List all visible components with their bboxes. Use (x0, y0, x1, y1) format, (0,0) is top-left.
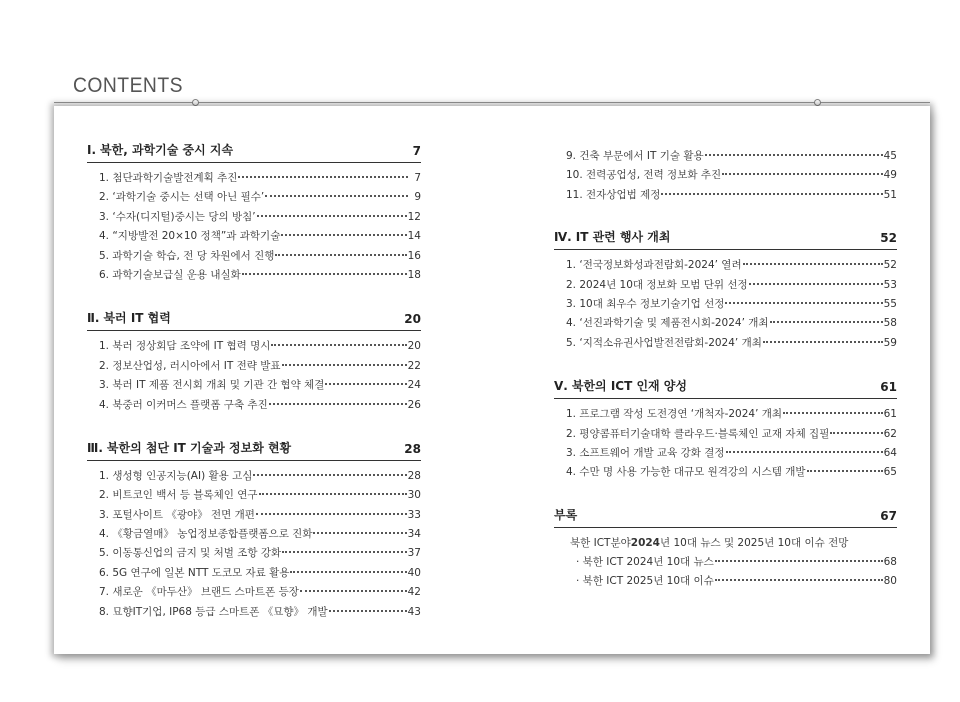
dot-leader (275, 254, 406, 256)
dot-leader (281, 234, 406, 236)
toc-entry[interactable]: · 북한 ICT 2024년 10대 뉴스 68 (576, 556, 897, 569)
appendix (554, 507, 897, 592)
dot-leader (661, 193, 882, 195)
toc-entry[interactable]: 1. 첨단과학기술발전계획 추진 7 (99, 172, 421, 184)
toc-entry[interactable]: 4. 북중러 이커머스 플랫폼 구축 추진 26 (99, 398, 421, 411)
rule-marker-right (814, 99, 821, 106)
toc-entry[interactable]: 3. 10대 최우수 정보기술기업 선정 55 (566, 297, 897, 310)
toc-entry[interactable]: 10. 전력공업성, 전력 정보화 추진 49 (566, 169, 897, 182)
dot-leader (238, 176, 408, 178)
section-heading[interactable]: Ⅰ. 북한, 과학기술 중시 지속 7 (87, 145, 421, 163)
toc-entry[interactable]: 9. 건축 부문에서 IT 기술 활용 45 (566, 150, 897, 162)
section-title: IT 관련 행사 개최 (575, 230, 671, 245)
toc-entry[interactable]: 2. ‘과학기술 중시는 선택 아닌 필수’ 9 (99, 191, 421, 204)
dot-leader (253, 474, 406, 476)
toc-entry[interactable]: 5. ‘지적소유권사업발전전람회-2024’ 개최 59 (566, 336, 897, 349)
toc-entry[interactable]: 3. 포털사이트 《광야》 전면 개편 33 (99, 508, 421, 521)
dot-leader (722, 173, 883, 175)
toc-entry[interactable]: 1. ‘전국정보화성과전람회-2024’ 열려 52 (566, 259, 897, 272)
toc-entry[interactable]: 5. 과학기술 학습, 전 당 차원에서 진행 16 (99, 249, 421, 262)
dot-leader (300, 590, 407, 592)
section-2 (87, 313, 421, 415)
dot-leader (763, 341, 883, 343)
section-heading[interactable]: Ⅳ. IT 관련 행사 개최 52 (554, 232, 897, 250)
toc-entry[interactable]: 3. 소프트웨어 개발 교육 강화 결정 64 (566, 446, 897, 459)
section-page: 52 (880, 231, 897, 246)
toc-entry[interactable]: 4. “지방발전 20×10 정책”과 과학기술 14 (99, 230, 421, 243)
dot-leader (715, 560, 883, 562)
section-3 (87, 440, 421, 622)
toc-entry[interactable]: 1. 생성형 인공지능(AI) 활용 고심 28 (99, 469, 421, 482)
section-page: 67 (880, 508, 897, 523)
toc-entry[interactable]: 2. 비트코인 백서 등 블록체인 연구 30 (99, 489, 421, 502)
section-5 (554, 381, 897, 483)
dot-leader (282, 551, 406, 553)
toc-entry[interactable]: 7. 새로운 《마두산》 브랜드 스마트폰 등장 42 (99, 586, 421, 599)
dot-leader (743, 263, 883, 265)
section-title: 부록 (554, 507, 578, 522)
toc-entry[interactable]: 8. 묘향IT기업, IP68 등급 스마트폰 《묘향》 개발 43 (99, 605, 421, 618)
dot-leader (256, 513, 407, 515)
dot-leader (783, 412, 883, 414)
dot-leader (325, 383, 406, 385)
rule-marker-left (192, 99, 199, 106)
dot-leader (257, 215, 407, 217)
contents-title: CONTENTS (73, 74, 183, 97)
dot-leader (269, 403, 407, 405)
toc-entry[interactable]: 3. ‘수자(디지털)중시는 당의 방침’ 12 (99, 210, 421, 223)
left-column (87, 145, 421, 622)
toc-entry[interactable]: 1. 북러 정상회담 조약에 IT 협력 명시 20 (99, 340, 421, 353)
dot-leader (282, 364, 407, 366)
section-1 (87, 145, 421, 285)
section-3-continued (554, 145, 897, 205)
section-heading[interactable]: Ⅲ. 북한의 첨단 IT 기술과 정보화 현황 28 (87, 443, 421, 461)
dot-leader (807, 470, 883, 472)
dot-leader (770, 321, 883, 323)
section-heading[interactable]: Ⅴ. 북한의 ICT 인재 양성 61 (554, 381, 897, 399)
section-title: 북한, 과학기술 중시 지속 (100, 143, 234, 157)
toc-entry[interactable]: 1. 프로그램 작성 도전경연 ‘개척자-2024’ 개최 61 (566, 408, 897, 421)
toc-entry[interactable]: 6. 과학기술보급실 운용 내실화 18 (99, 268, 421, 281)
dot-leader (830, 432, 882, 434)
section-page: 28 (404, 441, 421, 456)
toc-entry[interactable]: 2. 정보산업성, 러시아에서 IT 전략 발표 22 (99, 359, 421, 372)
toc-entry[interactable]: 4. 《황금열매》 농업정보종합플랫폼으로 진화 34 (99, 528, 421, 541)
section-title: 북한의 첨단 IT 기술과 정보화 현황 (106, 440, 292, 455)
title-rule (54, 102, 930, 103)
section-page: 7 (412, 144, 421, 158)
dot-leader (715, 579, 883, 581)
dot-leader (329, 610, 407, 612)
dot-leader (271, 344, 406, 346)
section-page: 20 (404, 312, 421, 327)
dot-leader (313, 532, 406, 534)
dot-leader (259, 493, 407, 495)
dot-leader (725, 302, 882, 304)
dot-leader (705, 154, 883, 156)
section-page: 61 (880, 380, 897, 395)
toc-entry[interactable]: 2. 평양콤퓨터기술대학 클라우드·블록체인 교재 자체 집필 62 (566, 427, 897, 440)
toc-entry[interactable]: 4. 수만 명 사용 가능한 대규모 원격강의 시스템 개발 65 (566, 466, 897, 479)
appendix-intro: 북한 ICT분야 2024 년 10대 뉴스 및 2025년 10대 이슈 전망 (570, 536, 849, 549)
dot-leader (726, 451, 883, 453)
section-title: 북러 IT 협력 (103, 311, 171, 326)
dot-leader (749, 283, 883, 285)
toc-entry[interactable]: 4. ‘선진과학기술 및 제품전시회-2024’ 개최 58 (566, 317, 897, 330)
section-heading[interactable]: Ⅱ. 북러 IT 협력 20 (87, 313, 421, 331)
dot-leader (265, 195, 408, 197)
dot-leader (242, 273, 407, 275)
section-heading[interactable] (554, 507, 897, 528)
section-title: 북한의 ICT 인재 양성 (571, 379, 687, 394)
toc-entry[interactable]: 2. 2024년 10대 정보화 모범 단위 선정 53 (566, 278, 897, 291)
toc-entry[interactable]: 3. 북러 IT 제품 전시회 개최 및 기관 간 협약 체결 24 (99, 379, 421, 392)
section-4 (554, 232, 897, 353)
toc-entry[interactable]: 11. 전자상업법 제정 51 (566, 188, 897, 201)
dot-leader (290, 571, 406, 573)
toc-entry[interactable]: 6. 5G 연구에 일본 NTT 도코모 자료 활용 40 (99, 566, 421, 579)
toc-entry[interactable]: 5. 이동통신업의 금지 및 처벌 조항 강화 37 (99, 547, 421, 560)
toc-entry[interactable]: · 북한 ICT 2025년 10대 이슈 80 (576, 575, 897, 588)
right-column (554, 145, 897, 592)
